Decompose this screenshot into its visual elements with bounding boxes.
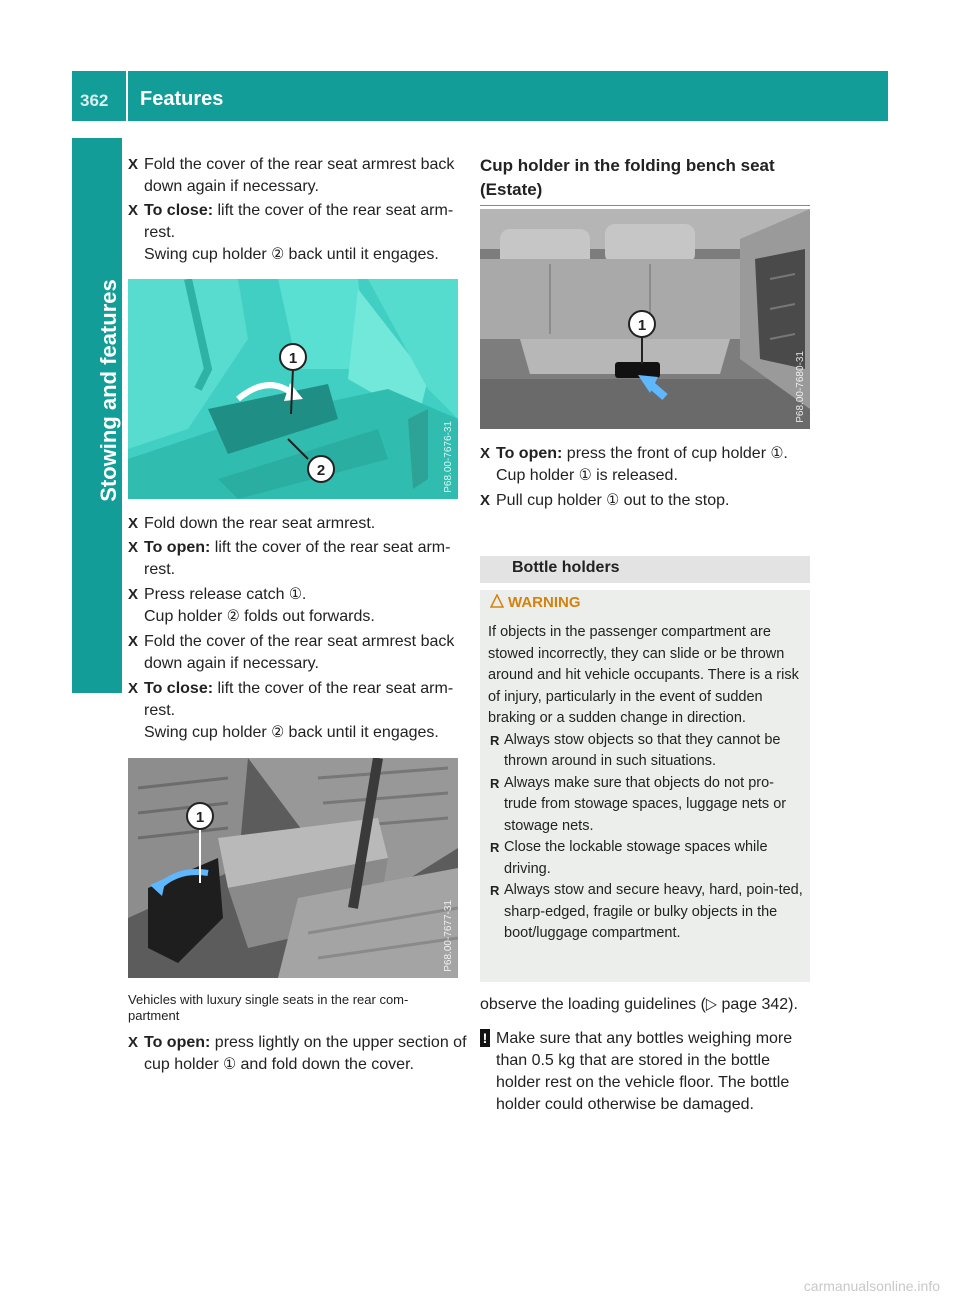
warning-heading: [490, 594, 581, 611]
figure-id: P68.00-7676-31: [443, 421, 454, 493]
figure-id: P68.00-7680-31: [795, 351, 806, 423]
step: [128, 1032, 474, 1076]
step-text: press the front of cup holder ①.: [562, 445, 788, 462]
step: [128, 631, 474, 675]
armrest-illustration: [128, 279, 458, 499]
callout-2: 2: [316, 462, 326, 479]
header-divider: [126, 71, 128, 121]
bench-seat-illustration: [480, 209, 810, 429]
figure-caption: Vehicles with luxury single seats in the rear com-partment: [128, 992, 409, 1023]
step: [128, 513, 474, 535]
callout-1: 1: [195, 809, 205, 826]
warning-bullet: R Always stow and secure heavy, hard, poin-ted, sharp-edged, fragile or bulky objects in the boot/luggage compartment.: [490, 882, 803, 941]
side-marker: [72, 643, 122, 693]
warning-bullet: R Always stow objects so that they cannot be thrown around in such situations.: [490, 731, 781, 769]
step-subtext: Cup holder ① is released.: [496, 467, 678, 484]
step-text: Fold the cover of the rear seat armrest back down again if necessary.: [144, 633, 455, 672]
step-lead: To close:: [144, 202, 214, 219]
step-marker: X: [128, 539, 139, 556]
side-tab: [72, 138, 122, 643]
step-marker: X: [128, 633, 139, 650]
step: [128, 584, 474, 628]
step-marker: X: [128, 515, 139, 532]
source-watermark: carmanualsonline.info: [803, 1278, 940, 1294]
page-number: 362: [80, 91, 109, 110]
warning-box: [480, 590, 810, 982]
note: [480, 1028, 812, 1116]
callout-1: 1: [288, 350, 298, 367]
step-subtext: Swing cup holder ② back until it engages.: [144, 724, 439, 741]
step-subtext: Swing cup holder ② back until it engages.: [144, 246, 439, 263]
bottle-holders-title: Bottle holders: [512, 559, 620, 576]
step-marker: X: [128, 156, 139, 173]
step-lead: To open:: [144, 1034, 211, 1051]
step: [128, 678, 474, 744]
step-text: lift the cover of the rear seat arm-rest.: [144, 680, 454, 719]
step-marker: X: [128, 202, 139, 219]
warning-triangle-icon: [490, 594, 504, 608]
step: [128, 154, 474, 198]
step-lead: To close:: [144, 680, 214, 697]
figure-bench-seat-cupholder: [480, 209, 810, 429]
observe-text: observe the loading guidelines (▷ page 342).: [480, 996, 798, 1013]
step: [128, 200, 474, 266]
warning-intro: If objects in the passenger compartment are stowed incorrectly, they can slide or be thrown around and hit vehicle occupants. There is a risk of injury, particularly in the event of sudden braking or a sudden change in direction.: [488, 624, 799, 726]
section-title: Cup holder in the folding bench seat (Estate): [480, 154, 810, 206]
warning-bullet: R Always make sure that objects do not pro-trude from stowage spaces, luggage nets or stowage nets.: [490, 774, 787, 834]
warning-body: [488, 622, 806, 945]
note-text: Make sure that any bottles weighing more than 0.5 kg that are stored in the bottle holder rest on the vehicle floor. The bottle holder could otherwise be damaged.: [496, 1030, 793, 1113]
step-text: press lightly on the upper section of cup holder ① and fold down the cover.: [144, 1034, 467, 1073]
page-title: Features: [140, 88, 224, 110]
side-tab-label: Stowing and features: [96, 279, 121, 502]
step-text: Fold down the rear seat armrest.: [144, 515, 376, 532]
step: [480, 490, 826, 512]
step-text: Pull cup holder ① out to the stop.: [496, 492, 730, 509]
note-block: [480, 1028, 812, 1116]
step-marker: X: [128, 586, 139, 603]
warning-bullet: R Close the lockable stowage spaces while driving.: [490, 839, 768, 877]
bottle-holders-heading: [480, 556, 810, 583]
step-lead: To open:: [144, 539, 211, 556]
step-subtext: Cup holder ② folds out forwards.: [144, 608, 375, 625]
figure-luxury-seat-cupholder: [128, 758, 458, 978]
figure-armrest-cupholder: [128, 279, 458, 499]
step: [480, 443, 826, 487]
luxury-seat-illustration: [128, 758, 458, 978]
step-text: Press release catch ①.: [144, 586, 307, 603]
step-marker: X: [128, 1034, 139, 1051]
step: [128, 537, 474, 581]
step-marker: X: [480, 492, 491, 509]
loading-guidelines: [480, 994, 812, 1016]
warning-label: WARNING: [508, 594, 581, 611]
callout-1: 1: [637, 317, 647, 334]
page-header: [72, 71, 888, 121]
step-text: lift the cover of the rear seat arm-rest.: [144, 539, 451, 578]
step-marker: X: [480, 445, 491, 462]
caution-icon: !: [480, 1029, 490, 1047]
figure-id: P68.00-7677-31: [443, 900, 454, 972]
step-text: lift the cover of the rear seat arm-rest.: [144, 202, 454, 241]
step-text: Fold the cover of the rear seat armrest back down again if necessary.: [144, 156, 455, 195]
step-marker: X: [128, 680, 139, 697]
step-lead: To open:: [496, 445, 563, 462]
